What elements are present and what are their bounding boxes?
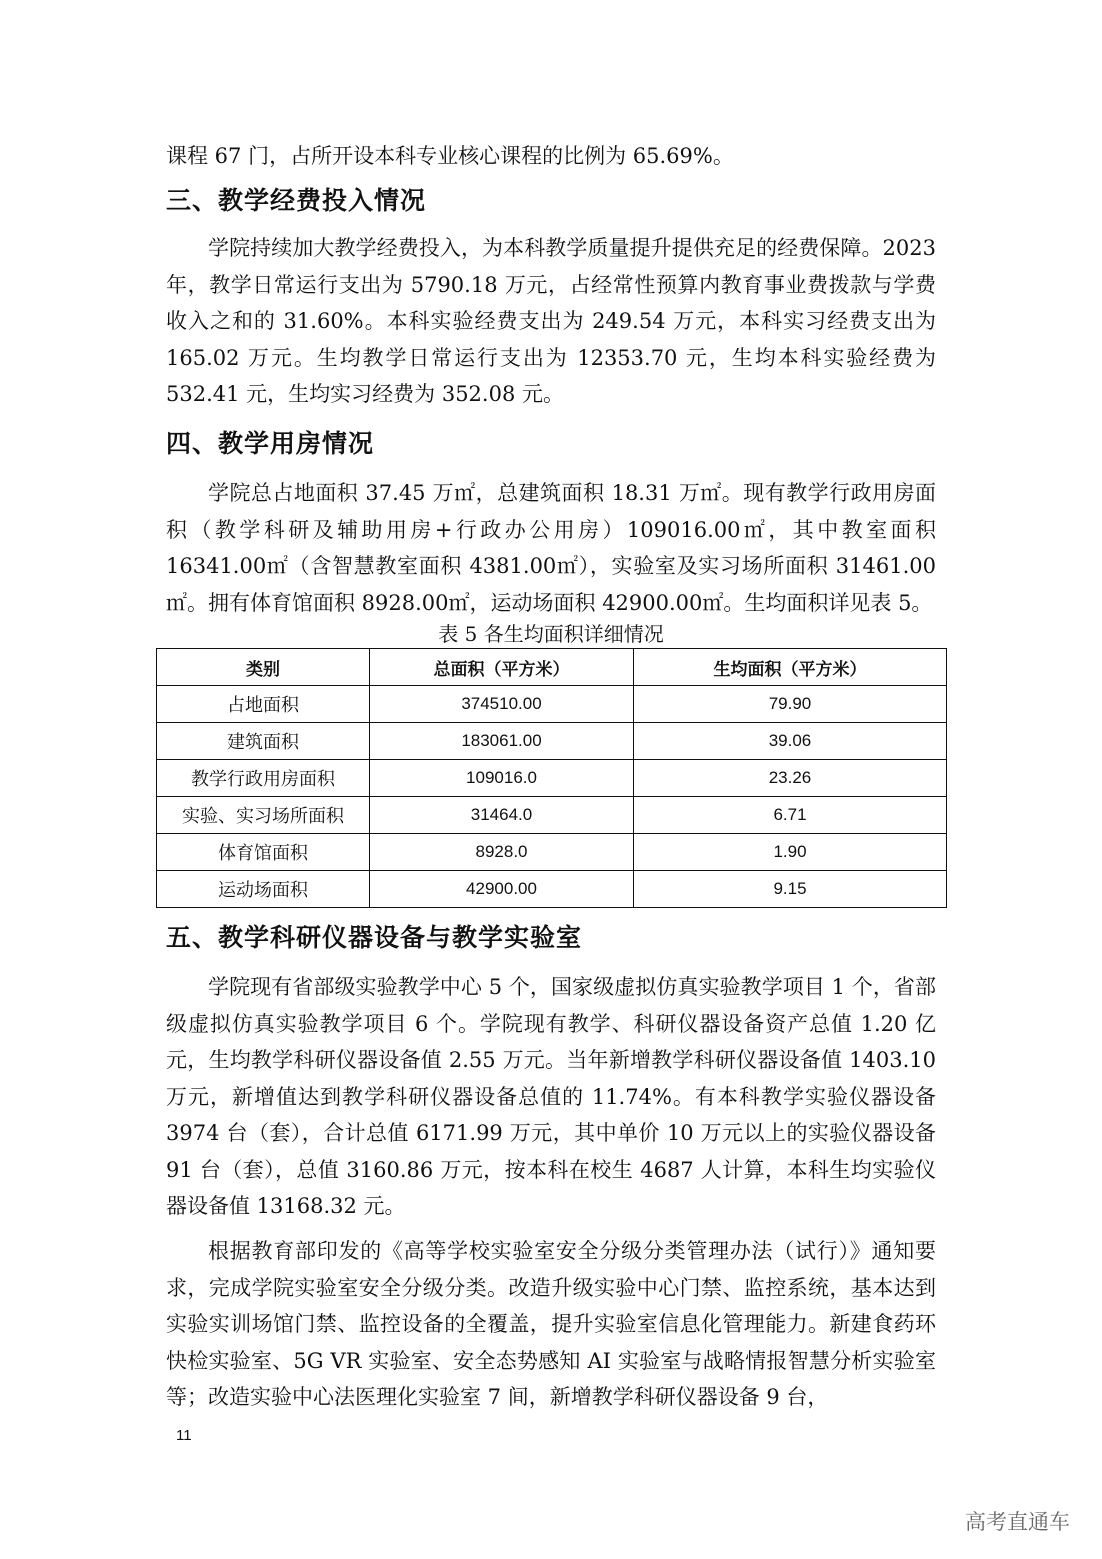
row-category: 体育馆面积 xyxy=(157,834,370,871)
paragraph-continuation: 课程 67 门，占所开设本科专业核心课程的比例为 65.69%。 xyxy=(166,144,734,168)
area-table xyxy=(156,648,947,908)
row-total-area: 42900.00 xyxy=(370,871,634,908)
watermark-text: 高考直通车 xyxy=(965,1510,1070,1534)
table-row xyxy=(157,834,947,871)
section-heading-equipment: 五、教学科研仪器设备与教学实验室 xyxy=(166,923,583,952)
paragraph-funding: 学院持续加大教学经费投入，为本科教学质量提升提供充足的经费保障。2023 年，教学日常运行支出为 5790.18 万元，占经常性预算内教育事业费拨款与学费收入之和的 31.60%。本科实验经费支出为 249.54 万元，本科实习经费支出为 165.02 万元。生均教学日常运行支出为 12353.70 元，生均本科实验经费为 532.41 元，生均实习经费为 352.08 元。 xyxy=(166,236,936,406)
row-category: 占地面积 xyxy=(157,686,370,723)
row-total-area: 374510.00 xyxy=(370,686,634,723)
table-row xyxy=(157,797,947,834)
row-category: 运动场面积 xyxy=(157,871,370,908)
row-total-area: 8928.0 xyxy=(370,834,634,871)
row-per-student-area: 6.71 xyxy=(634,797,947,834)
row-category: 建筑面积 xyxy=(157,723,370,760)
row-per-student-area: 79.90 xyxy=(634,686,947,723)
paragraph-lab-safety: 根据教育部印发的《高等学校实验室安全分级分类管理办法（试行）》通知要求，完成学院实验室安全分级分类。改造升级实验中心门禁、监控系统，基本达到实验实训场馆门禁、监控设备的全覆盖，提升实验室信息化管理能力。新建食药环快检实验室、5G VR 实验室、安全态势感知 AI 实验室与战略情报智慧分析实验室等；改造实验中心法医理化实验室 7 间，新增教学科研仪器设备 9 台， xyxy=(166,1239,936,1409)
row-total-area: 183061.00 xyxy=(370,723,634,760)
table-row xyxy=(157,723,947,760)
row-per-student-area: 23.26 xyxy=(634,760,947,797)
row-per-student-area: 9.15 xyxy=(634,871,947,908)
row-total-area: 31464.0 xyxy=(370,797,634,834)
paragraph-equipment: 学院现有省部级实验教学中心 5 个，国家级虚拟仿真实验教学项目 1 个，省部级虚拟仿真实验教学项目 6 个。学院现有教学、科研仪器设备资产总值 1.20 亿元，生均教学科研仪器设备值 2.55 万元。当年新增教学科研仪器设备值 1403.10 万元，新增值达到教学科研仪器设备总值的 11.74%。有本科教学实验仪器设备 3974 台（套），合计总值 6171.99 万元，其中单价 10 万元以上的实验仪器设备 91 台（套），总值 3160.86 万元，按本科在校生 4687 人计算，本科生均实验仪器设备值 13168.32 元。 xyxy=(166,975,936,1218)
header-per-student-area: 生均面积（平方米） xyxy=(634,649,947,686)
header-category: 类别 xyxy=(157,649,370,686)
row-category: 实验、实习场所面积 xyxy=(157,797,370,834)
paragraph-buildings: 学院总占地面积 37.45 万㎡，总建筑面积 18.31 万㎡。现有教学行政用房面积（教学科研及辅助用房+行政办公用房）109016.00㎡，其中教室面积 16341.00㎡（含智慧教室面积 4381.00㎡），实验室及实习场所面积 31461.00㎡。拥有体育馆面积 8928.00㎡，运动场面积 42900.00㎡。生均面积详见表 5。 xyxy=(166,481,936,615)
table-caption: 表 5 各生均面积详细情况 xyxy=(438,622,664,646)
page-number: 11 xyxy=(176,1427,192,1444)
table-row xyxy=(157,760,947,797)
row-per-student-area: 1.90 xyxy=(634,834,947,871)
table-row xyxy=(157,871,947,908)
row-category: 教学行政用房面积 xyxy=(157,760,370,797)
section-heading-buildings: 四、教学用房情况 xyxy=(166,429,375,458)
table-row xyxy=(157,686,947,723)
row-total-area: 109016.0 xyxy=(370,760,634,797)
row-per-student-area: 39.06 xyxy=(634,723,947,760)
header-total-area: 总面积（平方米） xyxy=(370,649,634,686)
section-heading-funding: 三、教学经费投入情况 xyxy=(166,186,427,215)
table-header-row xyxy=(157,649,947,686)
